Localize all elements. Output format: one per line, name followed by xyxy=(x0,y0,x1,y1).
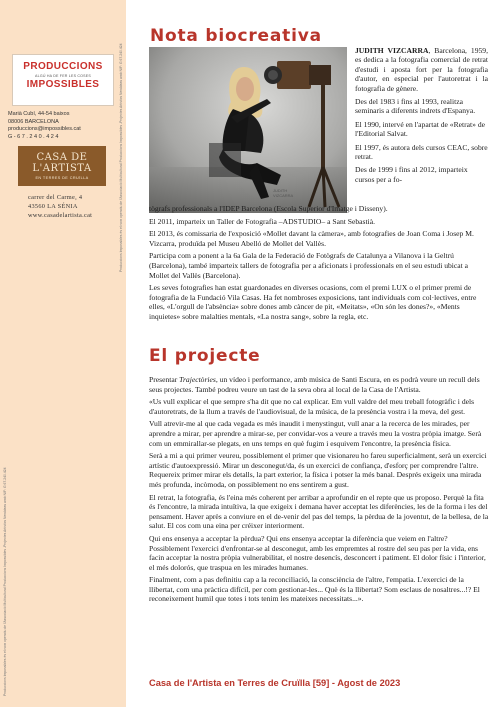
casa-de-lartista-logo xyxy=(18,146,106,186)
bio-paragraph-1 xyxy=(355,46,488,93)
bio-paragraph-2: Des del 1983 i fins al 1993, realitza seminaris a diferents indrets d'Espanya. xyxy=(355,97,476,116)
cont-paragraph-5: Les seves fotografies han estat guardonades en diverses ocasions, com el premi LUX o el primer premi de fotografia de la Fundació Vila Casas. Ha fet nombroses exposicions, tant individuals com col·lectives, entre elles, «L'orgull de l'absència» sobre dones amb càncer de pit, «Meitats», «On són les dones?», «Ments inquietes» sobre malalties mentals, «La nostra sang», sobre la regla, etc. xyxy=(149,283,477,321)
address-street: Marià Cubí, 44-54 baixos xyxy=(8,111,70,117)
address-email: produccions@impossibles.cat xyxy=(8,126,81,133)
logo-tagline: ALGÚ HA DE FER LES COSES xyxy=(35,74,91,78)
cont-paragraph-3: El 2013, és comissaria de l'exposició «Mollet davant la càmera», amb fotografies de Joan Coma i Josep M. Vizcarra, produïda pel Museu Abelló de Mollet del Vallès. xyxy=(149,229,474,248)
bio-name: JUDITH VIZCARRA xyxy=(355,46,429,55)
bio-paragraph-5: Des de 1999 i fins al 2012, imparteix cursos per a fo- xyxy=(355,165,468,184)
vertical-legal-note-right: Produccions Impossibles és el nom operatiu de l'Associació Multicultural Produccions Impossibles -Projectes Artístics NewIdeas amb NIF: G 67.240.424 xyxy=(119,43,123,272)
cont-paragraph-1: tògrafs professionals a l'IDEP Barcelona (Escola Superior d'Imatge i Disseny). xyxy=(149,204,388,213)
bio-column xyxy=(355,46,488,188)
casa-logo-line-1: CASA DE xyxy=(36,152,88,163)
project-paragraph-6: Qui ens ensenya a acceptar la pèrdua? Qui ens ensenya acceptar la diferència que veiem en l'altre? Possiblement l'exercici d'enfrontar-se al desconegut, amb les empremtes al rostre del seu pas per la vida, ens facin acceptar la nostra pròpia vulnerabilitat, el nostre desencís, desconcert i patiment. El dolor físic i l'interior, el més dolorós, que traspua en les mirades humanes. xyxy=(149,533,486,572)
project-intro-b: , un vídeo i performance, amb música de Santi Escura, en es podrà veure un recull dels seus projectes. També podreu veure un tast de la seva obra al local de la Casa de l'Artista. xyxy=(149,375,480,394)
portrait-photo-image xyxy=(149,47,347,213)
project-intro xyxy=(149,375,489,394)
project-paragraph-2: «Us vull explicar el que sempre s'ha dit que no cal explicar. Em vull valdre del meu treball fotogràfic i dels d'autoretrats, de la llum a través de l'audiovisual, de la música, de la presència vostra i la meva, del gest. xyxy=(149,397,475,416)
produccions-impossibles-logo xyxy=(12,54,114,106)
section-title-nota-biocreativa: Nota biocreativa xyxy=(150,26,322,46)
bio-paragraph-4: El 1997, és autora dels cursos CEAC, sobre retrat. xyxy=(355,142,488,162)
project-work-title: Trajectòries xyxy=(179,375,216,384)
casa-address-city: 43560 LA SÉNIA xyxy=(28,203,78,211)
vertical-legal-note-left: Produccions Impossibles és el nom operatiu de l'Associació Multicultural Produccions Impossibles -Projectes Artístics NewIdeas amb NIF: G 67.240.424 xyxy=(3,467,7,696)
project-intro-a: Presentar xyxy=(149,375,180,384)
address-city: 08006 BARCELONA xyxy=(8,118,59,125)
project-paragraph-4: Serà a mi a qui primer veureu, possiblement el primer que visionareu ho fareu superficialment, serà un exercici artístic d'autoexpressió. Mirar un desconegut/da, és un exercici de confiança, d'esforç per comprendre l'altre. Requereix primer mirar els detalls, la part exterior, la física i potser la més banal. Després exigeix una mirada més profunda, incòmoda, on possiblement no ens sentirem a gust. xyxy=(149,451,487,489)
address-nif: G - 6 7 . 2 4 0 . 4 2 4 xyxy=(8,133,59,140)
project-paragraph-3: Vull atrevir-me al que cada vegada es més inaudit i menystingut, vull anar a la recerca de les mirades, per aprendre a mirar, per aprendre a mirar-se, per convidar-vos a veure a través meu la vostra pròpia imatge. Serà com un emmirallar-se plegats, en uns temps en què fugim i esquivem l'encontre, la presència física. xyxy=(149,419,482,448)
photo-caption xyxy=(273,189,293,199)
logo-line-3: IMPOSSIBLES xyxy=(26,79,100,90)
project-body xyxy=(149,375,489,607)
photo-caption-line-1: JUDITH xyxy=(273,188,288,193)
logo-line-1: PRODUCCIONS xyxy=(23,61,103,72)
section-title-el-projecte: El projecte xyxy=(149,346,261,366)
photo-caption-line-2: VIZCARRA xyxy=(273,192,294,198)
project-paragraph-5: El retrat, la fotografia, és l'eina més coherent per arribar a aprofundir en el repte que us proposo. Perquè la fita és l'encontre, la mirada intuïtiva, la que exigeix i demana haver acceptat les diferències, les de la forma i les del pensament. Haver après a conviure en el de-venir del pas del temps, la pèrdua de la joventut, de la bellesa, de la salut. El cos com una eina per créixer interiorment. xyxy=(149,492,489,531)
bio-p1-text: , Barcelona, 1959, es dedica a la fotografia comercial de retrat d'estudi i aposta fort per la fotografia d'autor, en especial per l'autoretrat i la fotografia de gènere. xyxy=(355,46,488,93)
produccions-address xyxy=(8,111,120,141)
casa-address-web: www.casadelartista.cat xyxy=(28,212,93,220)
casa-logo-line-2: L'ARTISTA xyxy=(32,163,92,174)
sidebar xyxy=(0,0,126,707)
casa-logo-line-3: EN TERRES DE CRUÏLLA xyxy=(35,176,89,180)
bio-continuation xyxy=(149,204,489,325)
portrait-photo xyxy=(149,47,347,213)
project-paragraph-7: Finalment, com a pas definitiu cap a la reconciliació, la consciència de l'altre, l'empatia. L'exercici de la llibertat, com una pràctica difícil, per com gestionar-les... Què és la llibertat? Som esclaus de nosaltres...!? El reconeixement humil que totes i tots tenim les mateixes necessitats...». xyxy=(149,575,480,604)
page-footer: Casa de l'Artista en Terres de Cruïlla [59] - Agost de 2023 xyxy=(149,678,401,688)
cont-paragraph-4: Participa com a ponent a la 6a Gala de la Federació de Fotògrafs de Catalunya a Vilanova i la Geltrú (Barcelona), també imparteix tallers de fotografia per a aficionats i professionals en el seu estudi ubicat a Mollet del Vallès (Barcelona). xyxy=(149,251,469,280)
casa-address xyxy=(28,193,123,221)
bio-paragraph-3: El 1990, intervé en l'apartat de «Retrat» de l'Editorial Salvat. xyxy=(355,119,485,139)
cont-paragraph-2: El 2011, imparteix un Taller de Fotografia –ADSTUDIO– a Sant Sebastià. xyxy=(149,216,375,226)
casa-address-street: carrer del Carme, 4 xyxy=(28,194,83,201)
